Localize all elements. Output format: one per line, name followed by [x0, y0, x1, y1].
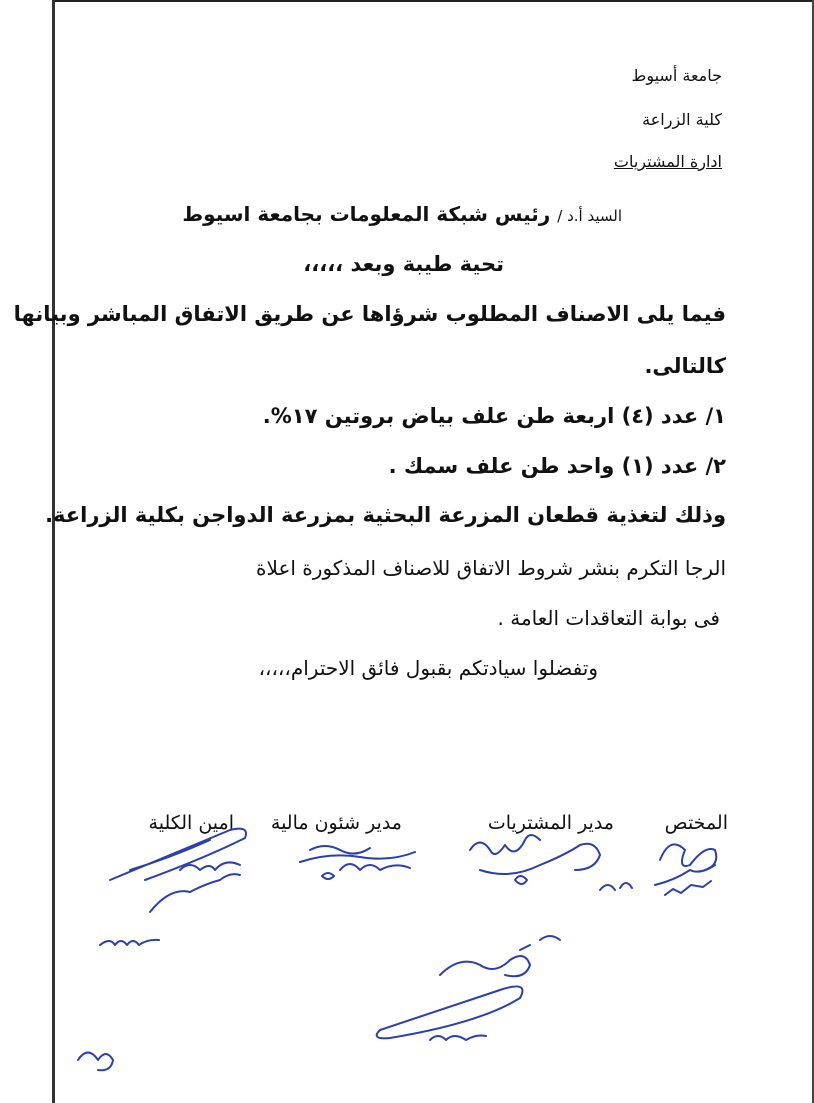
faculty-name: كلية الزراعة [642, 110, 722, 129]
signature-finance-manager [300, 846, 415, 879]
page-mark [78, 1053, 113, 1071]
request-line-1: الرجا التكرم بنشر شروط الاتفاق للاصناف المذكورة اعلاة [256, 556, 726, 580]
signature-specialist [655, 844, 716, 895]
item-1: ١/ عدد (٤) اربعة طن علف بياض بروتين ١٧%. [262, 404, 726, 428]
signature-purchasing-manager [470, 835, 632, 890]
intro-line-2: كالتالى. [644, 354, 726, 378]
purpose-line: وذلك لتغذية قطعان المزرعة البحثية بمزرعة الدواجن بكلية الزراعة. [45, 503, 726, 527]
signature-title-specialist: المختص [664, 812, 728, 834]
signature-title-purchasing-manager: مدير المشتريات [487, 812, 614, 834]
signature-title-finance-manager: مدير شئون مالية [270, 812, 402, 834]
greeting: تحية طيبة وبعد ،،،،، [303, 252, 504, 276]
addressee-prefix: السيد أ.د / [557, 207, 622, 225]
signature-faculty-secretary [100, 829, 246, 945]
intro-line-1: فيما يلى الاصناف المطلوب شرؤاها عن طريق الاتفاق المباشر وبيانها [13, 302, 726, 326]
university-name: جامعة أسيوط [631, 66, 722, 85]
addressee-name: رئيس شبكة المعلومات بجامعة اسيوط [182, 202, 551, 226]
signature-title-faculty-secretary: امين الكلية [148, 812, 234, 834]
closing-line: وتفضلوا سيادتكم بقبول فائق الاحترام،،،،، [258, 656, 598, 680]
signature-dean [377, 936, 560, 1040]
department-name: ادارة المشتريات [613, 152, 722, 171]
item-2: ٢/ عدد (١) واحد طن علف سمك . [388, 454, 726, 478]
request-line-2: فى بوابة التعاقدات العامة . [497, 606, 720, 630]
